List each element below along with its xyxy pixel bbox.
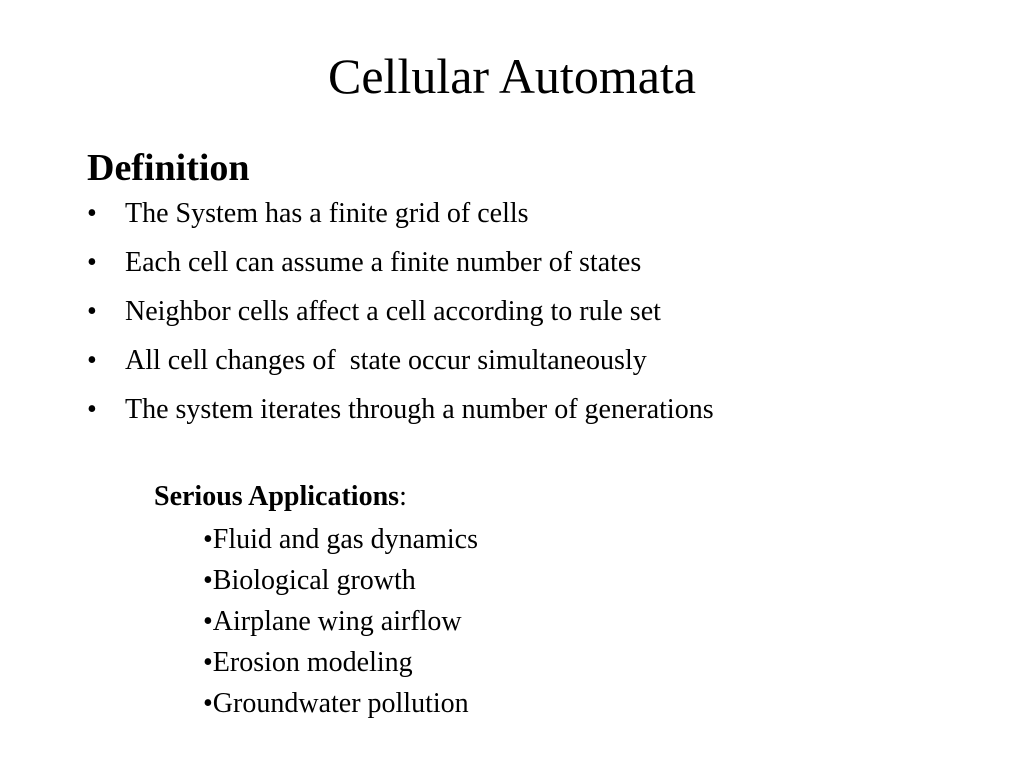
bullet-glyph: • — [87, 345, 97, 376]
bullet-text: The System has a finite grid of cells — [125, 198, 529, 229]
definition-bullet-list — [87, 194, 987, 439]
bullet-glyph: • — [87, 296, 97, 327]
application-item: •Erosion modeling — [203, 647, 413, 678]
applications-heading-colon: : — [399, 481, 407, 512]
bullet-glyph: • — [87, 247, 97, 278]
bullet-text: Neighbor cells affect a cell according to rule set — [125, 296, 661, 327]
bullet-text: The system iterates through a number of generations — [125, 394, 714, 425]
application-item: •Fluid and gas dynamics — [203, 524, 478, 555]
bullet-item — [87, 341, 987, 381]
bullet-item — [87, 194, 987, 234]
definition-heading: Definition — [87, 147, 250, 189]
bullet-text: Each cell can assume a finite number of states — [125, 247, 642, 278]
applications-heading-text: Serious Applications — [154, 481, 400, 512]
bullet-item — [87, 390, 987, 430]
slide-title: Cellular Automata — [328, 48, 696, 104]
bullet-text: All cell changes of state occur simultaneously — [125, 345, 647, 376]
bullet-glyph: • — [87, 394, 97, 425]
applications-list — [203, 519, 478, 724]
application-item: •Airplane wing airflow — [203, 606, 462, 637]
bullet-item — [87, 292, 987, 332]
applications-heading — [154, 478, 407, 516]
bullet-glyph: • — [87, 198, 97, 229]
application-item: •Biological growth — [203, 565, 416, 596]
bullet-item — [87, 243, 987, 283]
application-item: •Groundwater pollution — [203, 688, 469, 719]
